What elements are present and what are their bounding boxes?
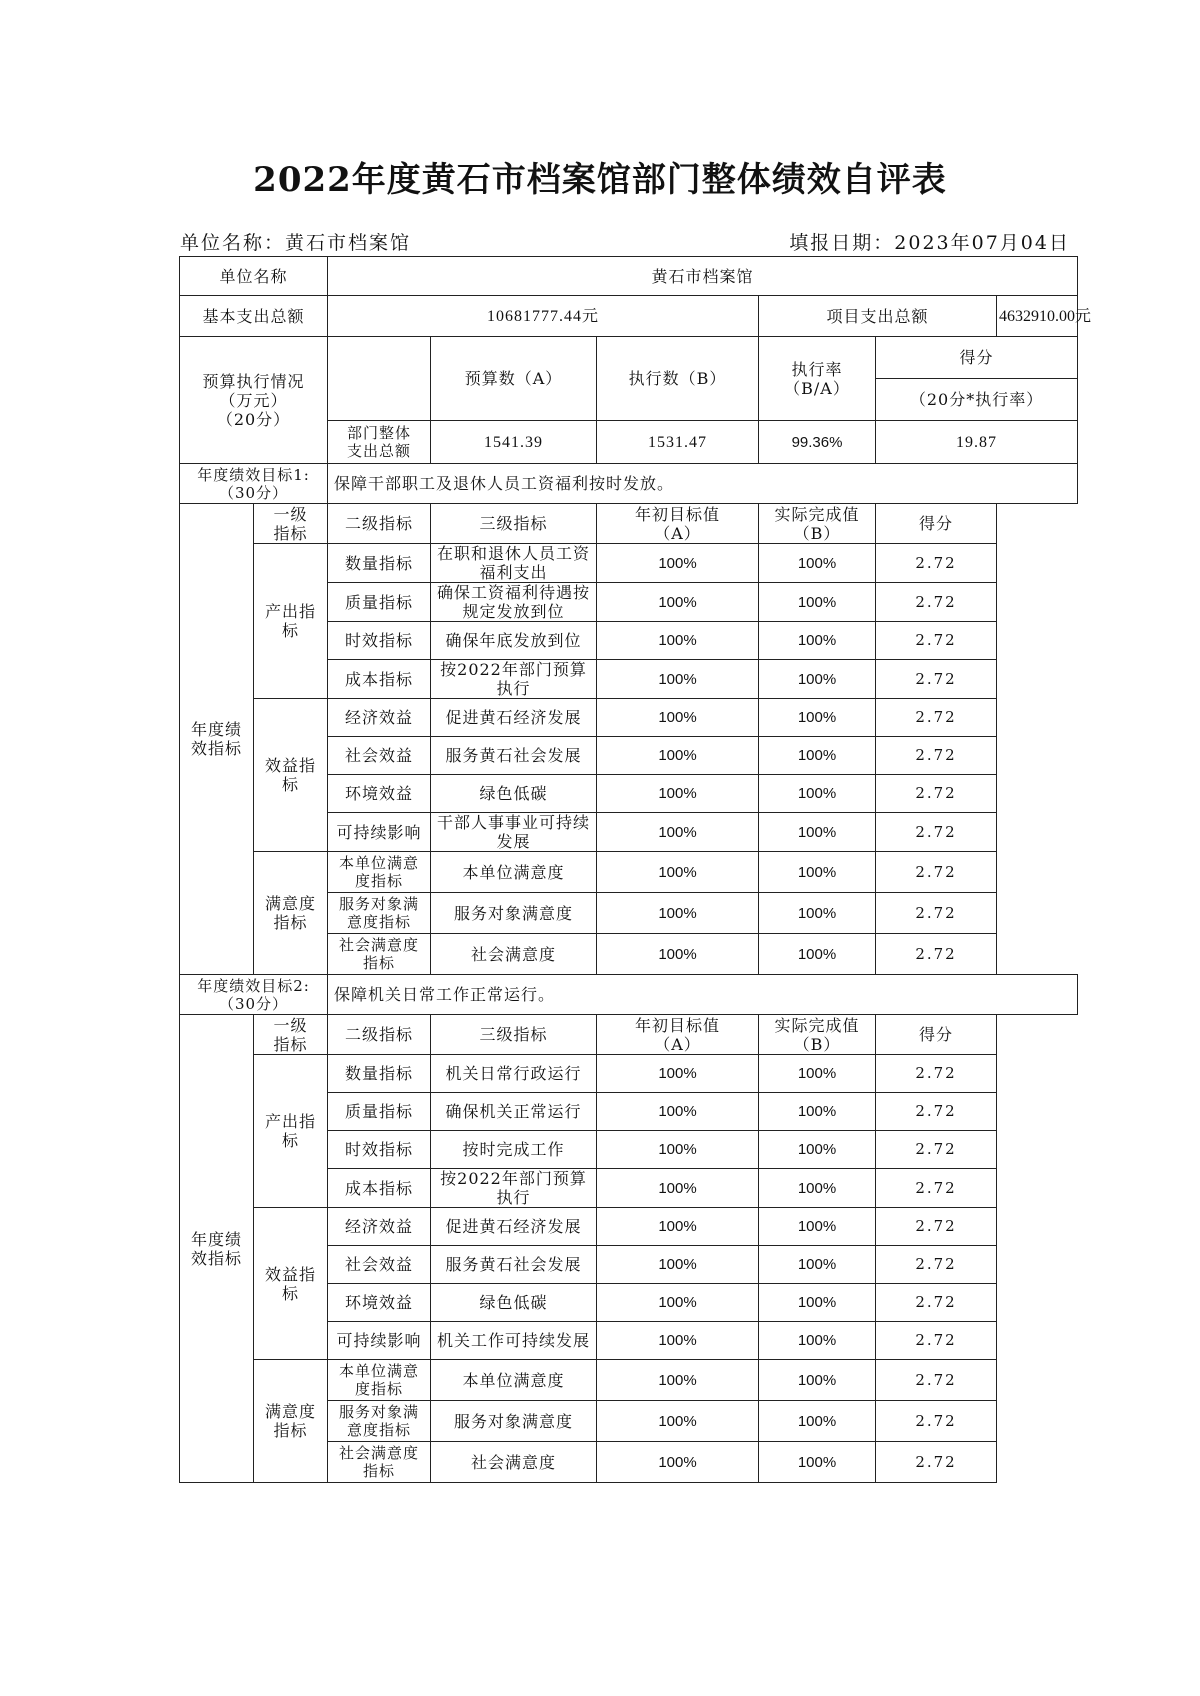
page-title: 2022年度黄石市档案馆部门整体绩效自评表 [253, 160, 947, 200]
actual-value: 100% [759, 1284, 876, 1322]
budget-label-line1: 预算执行情况 [202, 371, 305, 391]
goal-label-line2: （30分） [218, 483, 289, 502]
fill-date-label: 填报日期：2023年07月04日 [789, 232, 1070, 254]
score-value: 2.72 [876, 699, 997, 737]
col-level3: 三级指标 [431, 504, 597, 544]
level2-cell: 时效指标 [328, 1131, 431, 1169]
level2-cell: 经济效益 [328, 1208, 431, 1246]
indicator-section-label-line2: 效指标 [190, 739, 242, 758]
level1-label-line2: 指标 [273, 913, 308, 932]
actual-value: 100% [759, 583, 876, 622]
level3-cell: 社会满意度 [431, 1442, 597, 1483]
level2-cell-line1: 服务对象满 [339, 1403, 420, 1421]
score-value: 2.72 [876, 1055, 997, 1093]
level2-cell [328, 852, 431, 893]
target-value: 100% [597, 1093, 759, 1131]
goal-text: 保障机关日常工作正常运行。 [328, 975, 1078, 1015]
target-value: 100% [597, 1169, 759, 1208]
budget-value: 1541.39 [431, 421, 597, 464]
actual-value: 100% [759, 660, 876, 699]
level2-cell: 数量指标 [328, 544, 431, 583]
col-target-line2: （A） [654, 1034, 701, 1054]
level1-label-line1: 效益指 [265, 1264, 317, 1284]
indicator-section-label [180, 504, 254, 975]
budget-label-line3: （20分） [216, 409, 291, 429]
target-value: 100% [597, 660, 759, 699]
col-level2: 二级指标 [328, 1015, 431, 1055]
score-value: 2.72 [876, 893, 997, 934]
actual-value: 100% [759, 893, 876, 934]
budget-col-rate-line1: 执行率 [791, 359, 843, 379]
actual-value: 100% [759, 852, 876, 893]
rate-value: 99.36% [759, 421, 876, 464]
score-value: 2.72 [876, 813, 997, 852]
col-actual-line2: （B） [793, 523, 841, 543]
level2-cell-line1: 本单位满意 [339, 854, 420, 872]
score-value: 2.72 [876, 583, 997, 622]
budget-row-label-line1: 部门整体 [347, 424, 412, 442]
level1-label-line2: 标 [282, 621, 300, 640]
col-target [597, 1015, 759, 1055]
indicator-row [180, 544, 1078, 583]
goal-label [180, 975, 328, 1015]
project-expense-value: 4632910.00元 [997, 296, 1078, 337]
level2-cell-line1: 社会满意度 [339, 936, 420, 954]
level2-cell [328, 1360, 431, 1401]
score-value: 2.72 [876, 1093, 997, 1131]
budget-col-budget: 预算数（A） [431, 337, 597, 421]
level2-cell [328, 934, 431, 975]
actual-value: 100% [759, 544, 876, 583]
actual-value: 100% [759, 1093, 876, 1131]
target-value: 100% [597, 1442, 759, 1483]
actual-value: 100% [759, 699, 876, 737]
level2-cell: 数量指标 [328, 1055, 431, 1093]
level3-cell: 服务对象满意度 [431, 893, 597, 934]
budget-row-label-line2: 支出总额 [347, 442, 412, 460]
target-value: 100% [597, 813, 759, 852]
budget-col-rate [759, 337, 876, 421]
level1-label-line1: 产出指 [265, 602, 317, 621]
actual-value: 100% [759, 622, 876, 660]
score-value: 2.72 [876, 1208, 997, 1246]
actual-value: 100% [759, 1442, 876, 1483]
actual-value: 100% [759, 1055, 876, 1093]
actual-value: 100% [759, 1169, 876, 1208]
level3-cell: 确保年底发放到位 [431, 622, 597, 660]
level2-cell: 时效指标 [328, 622, 431, 660]
level1-label [254, 852, 328, 975]
level2-cell: 可持续影响 [328, 1322, 431, 1360]
project-expense-label: 项目支出总额 [759, 296, 997, 337]
level3-cell: 服务对象满意度 [431, 1401, 597, 1442]
col-score: 得分 [876, 1015, 997, 1055]
budget-header-row-1 [180, 337, 1078, 379]
target-value: 100% [597, 1246, 759, 1284]
level3-cell: 绿色低碳 [431, 1284, 597, 1322]
level3-cell: 绿色低碳 [431, 775, 597, 813]
actual-value: 100% [759, 1246, 876, 1284]
unit-name-value: 黄石市档案馆 [328, 257, 1078, 296]
level2-cell-line1: 本单位满意 [339, 1362, 420, 1380]
unit-name-header: 单位名称 [180, 257, 328, 296]
level3-cell: 社会满意度 [431, 934, 597, 975]
col-target-line2: （A） [654, 523, 701, 543]
level3-cell: 机关工作可持续发展 [431, 1322, 597, 1360]
level2-cell: 可持续影响 [328, 813, 431, 852]
goal-label-line1: 年度绩效目标1: [197, 465, 310, 484]
target-value: 100% [597, 775, 759, 813]
score-value: 2.72 [876, 1322, 997, 1360]
col-level1-line2: 指标 [273, 523, 308, 543]
level2-cell: 社会效益 [328, 737, 431, 775]
level2-cell-line2: 意度指标 [347, 913, 412, 931]
budget-row-label [328, 421, 431, 464]
col-actual-line1: 实际完成值 [774, 504, 860, 524]
col-level1-line1: 一级 [273, 504, 308, 524]
col-target-line1: 年初目标值 [635, 1015, 721, 1035]
level2-cell: 环境效益 [328, 1284, 431, 1322]
indicator-section-label-line1: 年度绩 [190, 1229, 242, 1249]
level2-cell-line2: 意度指标 [347, 1421, 412, 1439]
goal-label-line1: 年度绩效目标2: [197, 976, 310, 995]
unit-row [180, 257, 1078, 296]
indicator-row [180, 1208, 1078, 1246]
level2-cell-line2: 度指标 [355, 1380, 404, 1398]
score-value: 2.72 [876, 852, 997, 893]
goal-row [180, 975, 1078, 1015]
level2-cell [328, 1442, 431, 1483]
budget-col-score-formula: （20分*执行率） [876, 379, 1078, 421]
level2-cell: 成本指标 [328, 660, 431, 699]
level2-cell: 社会效益 [328, 1246, 431, 1284]
level1-label [254, 1208, 328, 1360]
target-value: 100% [597, 622, 759, 660]
target-value: 100% [597, 1322, 759, 1360]
level1-label-line1: 效益指 [265, 756, 317, 775]
score-value: 2.72 [876, 1131, 997, 1169]
col-actual [759, 1015, 876, 1055]
level1-label-line2: 标 [282, 1283, 300, 1303]
level1-label [254, 1360, 328, 1483]
level3-cell: 在职和退休人员工资福利支出 [431, 544, 597, 583]
level3-cell: 按时完成工作 [431, 1131, 597, 1169]
score-value: 2.72 [876, 1442, 997, 1483]
actual-value: 100% [759, 1131, 876, 1169]
indicator-header-row [180, 1015, 1078, 1055]
indicator-section-label-line1: 年度绩 [190, 720, 242, 739]
goal-text: 保障干部职工及退休人员工资福利按时发放。 [328, 464, 1078, 504]
level2-cell-line1: 服务对象满 [339, 895, 420, 913]
score-value: 2.72 [876, 737, 997, 775]
score-value: 2.72 [876, 1246, 997, 1284]
target-value: 100% [597, 699, 759, 737]
level2-cell [328, 893, 431, 934]
score-value: 2.72 [876, 660, 997, 699]
actual-value: 100% [759, 813, 876, 852]
actual-value: 100% [759, 1401, 876, 1442]
col-level1-line1: 一级 [273, 1015, 308, 1035]
target-value: 100% [597, 1208, 759, 1246]
indicator-section-label [180, 1015, 254, 1483]
score-value: 19.87 [876, 421, 1078, 464]
col-level1 [254, 504, 328, 544]
target-value: 100% [597, 1284, 759, 1322]
indicator-row [180, 1360, 1078, 1401]
budget-blank-header [328, 337, 431, 421]
col-target-line1: 年初目标值 [635, 504, 721, 524]
col-level3: 三级指标 [431, 1015, 597, 1055]
level3-cell: 本单位满意度 [431, 852, 597, 893]
level1-label-line1: 满意度 [265, 894, 317, 913]
indicator-row [180, 1055, 1078, 1093]
level2-cell-line2: 指标 [363, 1462, 396, 1480]
level2-cell: 质量指标 [328, 1093, 431, 1131]
level3-cell: 促进黄石经济发展 [431, 699, 597, 737]
score-value: 2.72 [876, 934, 997, 975]
target-value: 100% [597, 737, 759, 775]
target-value: 100% [597, 1131, 759, 1169]
expense-row [180, 296, 1078, 337]
actual-value: 100% [759, 1322, 876, 1360]
target-value: 100% [597, 852, 759, 893]
score-value: 2.72 [876, 622, 997, 660]
target-value: 100% [597, 1055, 759, 1093]
level1-label [254, 1055, 328, 1208]
col-score: 得分 [876, 504, 997, 544]
indicator-section-label-line2: 效指标 [190, 1248, 242, 1268]
indicator-row [180, 852, 1078, 893]
level2-cell: 环境效益 [328, 775, 431, 813]
col-actual [759, 504, 876, 544]
budget-section-label [180, 337, 328, 464]
level3-cell: 确保工资福利待遇按规定发放到位 [431, 583, 597, 622]
col-level2: 二级指标 [328, 504, 431, 544]
evaluation-form-table [179, 256, 1092, 1483]
level2-cell-line2: 度指标 [355, 872, 404, 890]
indicator-row [180, 699, 1078, 737]
level2-cell: 质量指标 [328, 583, 431, 622]
score-value: 2.72 [876, 1401, 997, 1442]
unit-name-label: 单位名称：黄石市档案馆 [180, 232, 412, 254]
level1-label-line2: 标 [282, 775, 300, 794]
score-value: 2.72 [876, 1360, 997, 1401]
col-target [597, 504, 759, 544]
level3-cell: 干部人事事业可持续发展 [431, 813, 597, 852]
budget-col-rate-line2: （B/A） [784, 378, 850, 398]
target-value: 100% [597, 583, 759, 622]
budget-col-exec: 执行数（B） [597, 337, 759, 421]
actual-value: 100% [759, 775, 876, 813]
goal-label [180, 464, 328, 504]
score-value: 2.72 [876, 775, 997, 813]
level1-label [254, 699, 328, 852]
goal-label-line2: （30分） [218, 994, 289, 1013]
actual-value: 100% [759, 737, 876, 775]
level1-label-line1: 产出指 [265, 1112, 317, 1131]
indicator-header-row [180, 504, 1078, 544]
score-value: 2.72 [876, 1169, 997, 1208]
actual-value: 100% [759, 1208, 876, 1246]
level3-cell: 本单位满意度 [431, 1360, 597, 1401]
actual-value: 100% [759, 1360, 876, 1401]
target-value: 100% [597, 934, 759, 975]
level3-cell: 服务黄石社会发展 [431, 1246, 597, 1284]
level1-label [254, 544, 328, 699]
goal-row [180, 464, 1078, 504]
exec-value: 1531.47 [597, 421, 759, 464]
level2-cell-line1: 社会满意度 [339, 1444, 420, 1462]
level3-cell: 按2022年部门预算执行 [431, 1169, 597, 1208]
basic-expense-value: 10681777.44元 [328, 296, 759, 337]
target-value: 100% [597, 1360, 759, 1401]
target-value: 100% [597, 1401, 759, 1442]
level2-cell-line2: 指标 [363, 954, 396, 972]
level1-label-line2: 标 [282, 1131, 300, 1150]
basic-expense-label: 基本支出总额 [180, 296, 328, 337]
col-level1 [254, 1015, 328, 1055]
budget-col-score: 得分 [876, 337, 1078, 379]
level2-cell: 经济效益 [328, 699, 431, 737]
actual-value: 100% [759, 934, 876, 975]
col-level1-line2: 指标 [273, 1034, 308, 1054]
level2-cell: 成本指标 [328, 1169, 431, 1208]
col-actual-line1: 实际完成值 [774, 1015, 860, 1035]
budget-label-line2: （万元） [219, 390, 288, 410]
target-value: 100% [597, 893, 759, 934]
level3-cell: 机关日常行政运行 [431, 1055, 597, 1093]
level1-label-line2: 指标 [273, 1421, 308, 1440]
level1-label-line1: 满意度 [265, 1402, 317, 1421]
col-actual-line2: （B） [793, 1034, 841, 1054]
level3-cell: 服务黄石社会发展 [431, 737, 597, 775]
level3-cell: 促进黄石经济发展 [431, 1208, 597, 1246]
level3-cell: 确保机关正常运行 [431, 1093, 597, 1131]
score-value: 2.72 [876, 544, 997, 583]
level2-cell [328, 1401, 431, 1442]
level3-cell: 按2022年部门预算执行 [431, 660, 597, 699]
target-value: 100% [597, 544, 759, 583]
goals-body [180, 464, 1078, 1483]
score-value: 2.72 [876, 1284, 997, 1322]
